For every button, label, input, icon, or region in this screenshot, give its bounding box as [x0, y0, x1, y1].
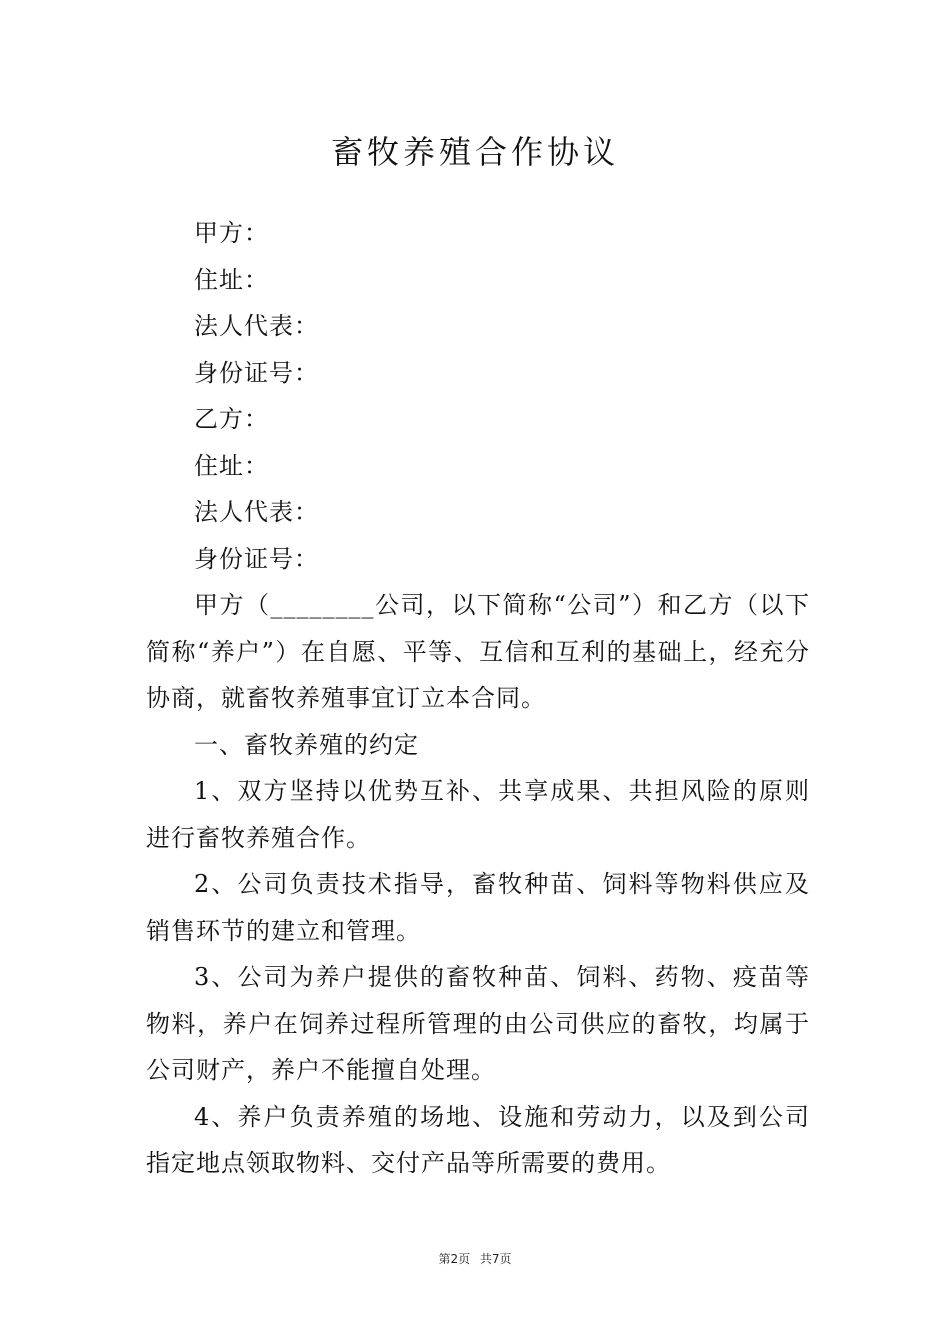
clause-1: 1、双方坚持以优势互补、共享成果、共担风险的原则进行畜牧养殖合作。	[146, 777, 810, 852]
party-b-field: 乙方：	[194, 405, 269, 433]
party-a-address-field: 住址：	[194, 265, 269, 294]
page-number-current: 第2页	[438, 1252, 471, 1266]
party-a-legal-rep-field: 法人代表：	[194, 312, 319, 340]
party-b-id-field: 身份证号：	[194, 544, 319, 573]
clause-3: 3、公司为养户提供的畜牧种苗、饲料、药物、疫苗等物料，养户在饲养过程所管理的由公司供应的畜牧，均属于公司财产，养户不能擅自处理。	[146, 963, 810, 1084]
party-a-id-field: 身份证号：	[194, 358, 319, 387]
document-body	[146, 210, 810, 1187]
party-a-field: 甲方：	[194, 219, 269, 247]
party-b-address-field: 住址：	[194, 451, 269, 480]
page-footer	[0, 1250, 950, 1268]
page-number-total: 共7页	[479, 1252, 512, 1266]
clause-2: 2、公司负责技术指导，畜牧种苗、饲料等物料供应及销售环节的建立和管理。	[146, 870, 810, 945]
party-b-legal-rep-field: 法人代表：	[194, 498, 319, 526]
clause-4: 4、养户负责养殖的场地、设施和劳动力，以及到公司指定地点领取物料、交付产品等所需要的费用。	[146, 1102, 810, 1177]
section-heading: 一、畜牧养殖的约定	[194, 730, 419, 759]
document-title: 畜牧养殖合作协议	[330, 133, 619, 171]
preamble-paragraph: 甲方（________公司，以下简称“公司”）和乙方（以下简称“养户”）在自愿、平等、互信和互利的基础上，经充分协商，就畜牧养殖事宜订立本合同。	[146, 591, 810, 712]
